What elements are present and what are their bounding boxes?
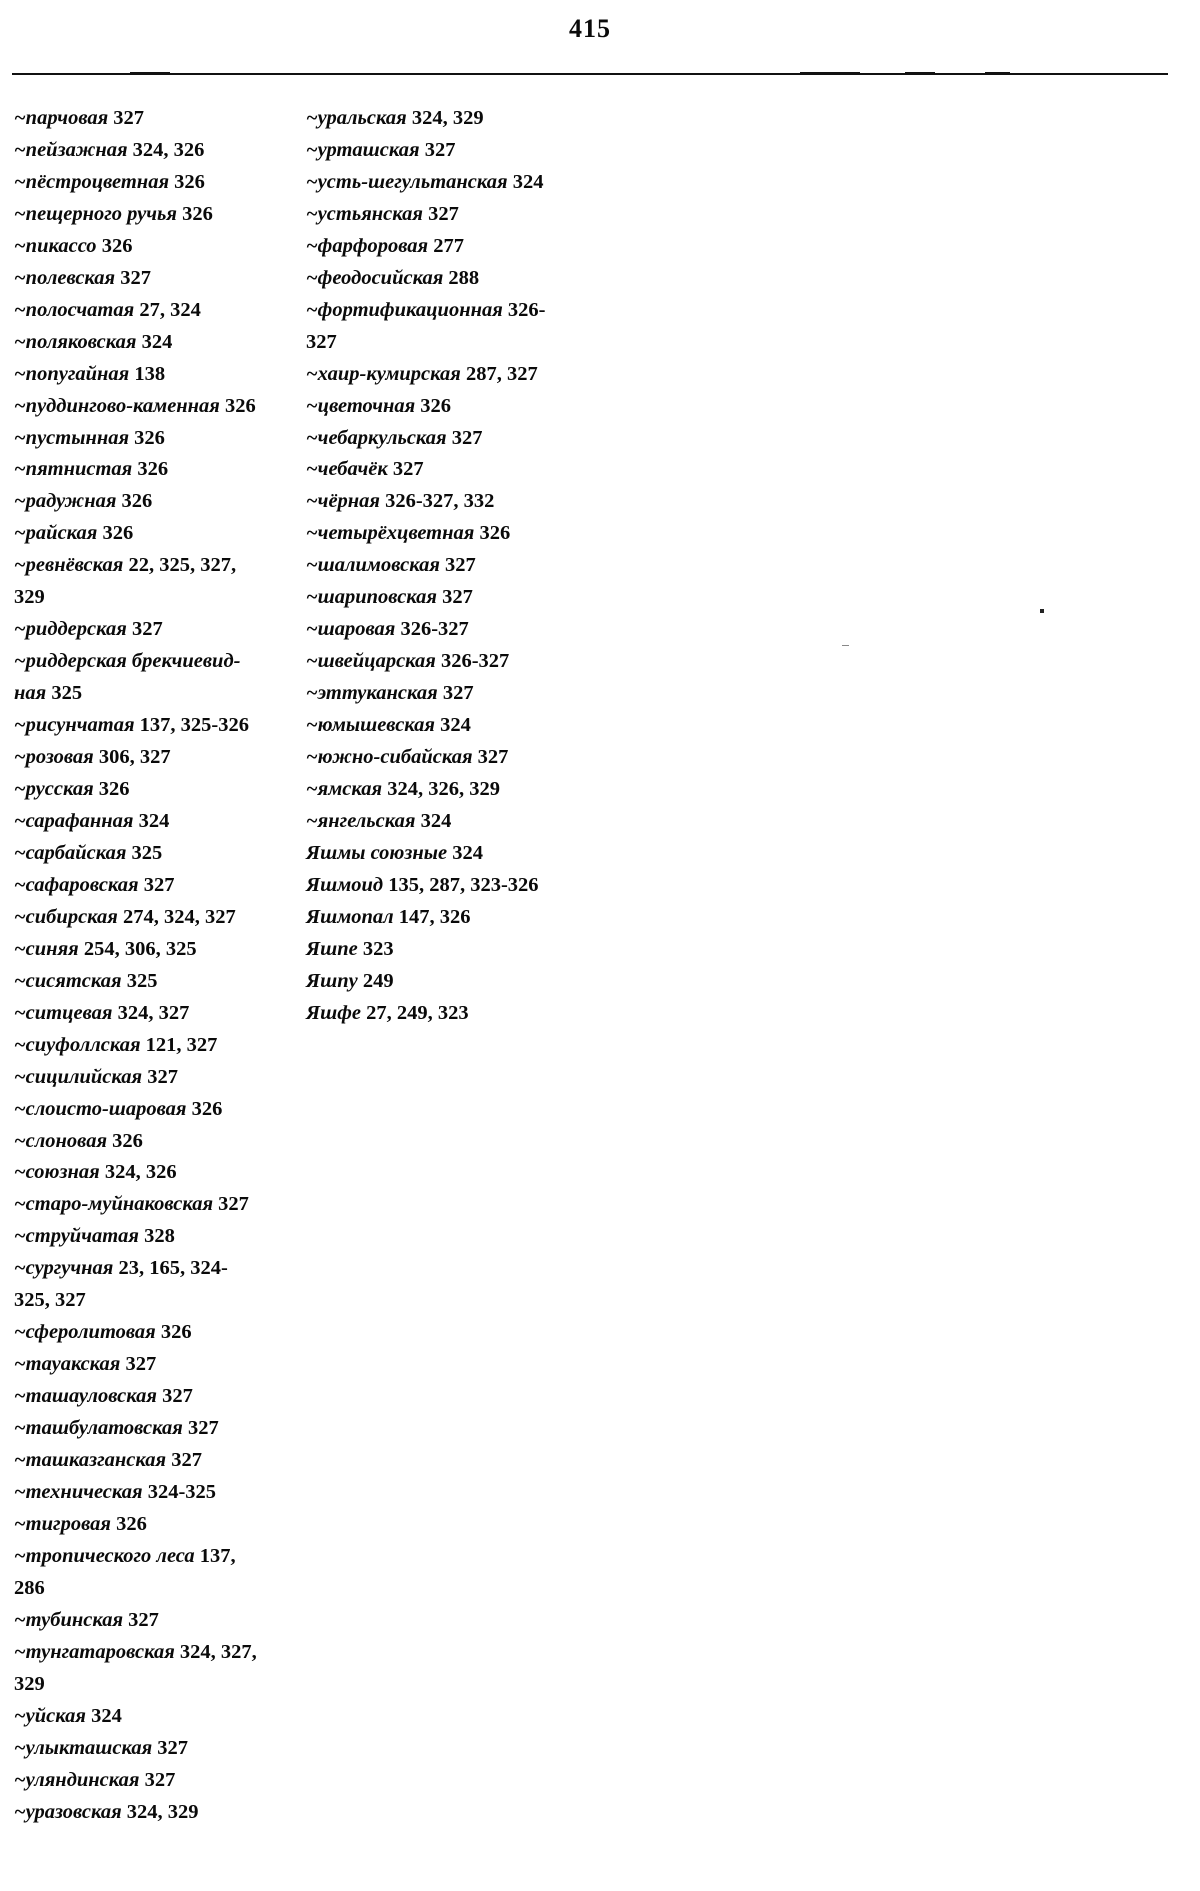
index-term: ~техническая: [14, 1480, 143, 1503]
index-term: ~сарбайская: [14, 841, 127, 864]
index-pages: 327: [392, 458, 424, 481]
index-pages: 326: [191, 1097, 223, 1120]
index-entry: [306, 518, 586, 550]
index-term: ~улыкташская: [14, 1736, 153, 1759]
index-entry: [14, 199, 284, 231]
index-term: Яшфе: [306, 1001, 361, 1024]
index-entry: [306, 327, 586, 359]
index-term: ~парчовая: [14, 107, 109, 129]
index-pages: 324, 326, 329: [387, 778, 500, 801]
index-entry: [14, 806, 284, 838]
index-pages: 326: [134, 426, 165, 449]
page-number: 415: [569, 14, 611, 43]
index-pages: 327: [451, 426, 483, 449]
index-entry: [306, 934, 586, 966]
index-pages: 326: [121, 490, 153, 513]
index-pages: 327: [120, 266, 151, 289]
index-pages: 327: [147, 1065, 178, 1088]
index-entry: [306, 391, 586, 423]
index-pages: 327: [162, 1385, 193, 1408]
index-entry: [306, 167, 586, 199]
index-entry: [14, 1189, 284, 1221]
index-entry: [14, 1509, 284, 1541]
index-pages: 324, 329: [411, 107, 484, 129]
index-term: ~чебаркульская: [306, 426, 447, 449]
index-term: ~шалимовская: [306, 554, 440, 577]
index-pages: 327: [125, 1353, 157, 1376]
index-entry: [14, 1637, 284, 1669]
rule-mark: [985, 72, 1010, 74]
index-entry: [306, 806, 586, 838]
index-entry: [14, 1317, 284, 1349]
index-term: ~четырёхцветная: [306, 522, 475, 545]
index-entry: [14, 550, 284, 582]
index-pages: 326: [479, 522, 511, 545]
index-pages: 324: [440, 714, 471, 737]
index-entry: [306, 678, 586, 710]
index-pages: 326: [420, 394, 452, 417]
index-pages: 254, 306, 325: [83, 937, 197, 960]
index-pages: 327: [424, 138, 456, 161]
index-term: ~пикассо: [14, 234, 97, 257]
index-entry: [14, 1062, 284, 1094]
index-entry: [14, 295, 284, 327]
index-term: ~шаровая: [306, 618, 396, 641]
index-term: ~юмышевская: [306, 714, 435, 737]
index-pages: 326: [116, 1512, 147, 1535]
index-pages: 327: [171, 1449, 202, 1472]
index-entry: [306, 902, 586, 934]
index-entry: [306, 582, 586, 614]
index-pages: 137,: [199, 1544, 236, 1567]
index-pages: 327: [113, 107, 145, 129]
index-term: ~полосчатая: [14, 298, 135, 321]
index-pages: 329: [14, 1672, 45, 1695]
index-entry: [14, 1541, 284, 1573]
index-term: ~уральская: [306, 107, 407, 129]
index-pages: 326: [182, 202, 213, 225]
index-term: ~риддерская брекчиевид-: [14, 650, 241, 673]
index-term: ~сферолитовая: [14, 1321, 156, 1344]
index-term: ~швейцарская: [306, 650, 436, 673]
index-term: ~пуддингово-каменная: [14, 394, 220, 417]
index-term: ~пейзажная: [14, 138, 128, 161]
index-entry: [14, 1381, 284, 1413]
index-entry: [14, 838, 284, 870]
index-entry: [14, 454, 284, 486]
index-term: Яшмопал: [306, 905, 394, 928]
index-pages: 327: [477, 746, 509, 769]
index-pages: 327: [143, 873, 175, 896]
index-pages: 287, 327: [465, 362, 538, 385]
index-entry: [14, 678, 284, 710]
scan-speck: [1040, 609, 1044, 613]
index-term: ~полевская: [14, 266, 116, 289]
index-pages: 326-327: [440, 650, 510, 673]
index-entry: [306, 135, 586, 167]
index-entry: [14, 1477, 284, 1509]
index-term: ~сарафанная: [14, 809, 134, 832]
index-column-left: [14, 103, 284, 1828]
index-term: Яшмоид: [306, 873, 384, 896]
index-pages: 326: [160, 1321, 192, 1344]
index-term: ~чёрная: [306, 490, 380, 513]
index-entry: [306, 998, 586, 1030]
index-term: ~старо-муйнаковская: [14, 1193, 214, 1216]
index-term: ~ташауловская: [14, 1385, 157, 1408]
index-pages: 326: [98, 778, 130, 801]
index-entry: [14, 103, 284, 135]
index-entry: [306, 646, 586, 678]
index-column-right: [306, 103, 586, 1030]
index-term: ~цветочная: [306, 394, 416, 417]
index-pages: 22, 325, 327,: [128, 554, 237, 577]
index-term: ~радужная: [14, 490, 117, 513]
index-term: ~пятнистая: [14, 458, 133, 481]
index-entry: [14, 231, 284, 263]
index-pages: 326: [112, 1129, 143, 1152]
index-entry: [14, 1573, 284, 1605]
index-term: ~попугайная: [14, 362, 130, 385]
index-entry: [306, 199, 586, 231]
index-entry: [14, 263, 284, 295]
index-entry: [14, 1733, 284, 1765]
index-term: ~тубинская: [14, 1608, 124, 1631]
rule-mark: [800, 72, 860, 74]
index-term: ~сицилийская: [14, 1065, 143, 1088]
index-entry: [14, 1094, 284, 1126]
index-term: ~розовая: [14, 746, 94, 769]
index-entry: [14, 486, 284, 518]
index-pages: 326: [174, 170, 205, 193]
index-pages: 327: [218, 1193, 249, 1216]
index-entry: [306, 710, 586, 742]
index-term: ~слоисто-шаровая: [14, 1097, 187, 1120]
index-pages: 324: [141, 330, 173, 353]
index-entry: [14, 135, 284, 167]
index-pages: 323: [362, 937, 394, 960]
index-pages: 324, 327: [117, 1001, 190, 1024]
index-pages: 324: [420, 809, 452, 832]
index-entry: [14, 1669, 284, 1701]
index-pages: 324, 327,: [179, 1640, 257, 1663]
index-term: ~синяя: [14, 937, 79, 960]
index-entry: [14, 1797, 284, 1829]
index-pages: 138: [134, 362, 166, 385]
index-term: ~русская: [14, 778, 94, 801]
scan-speck: [842, 645, 849, 646]
index-entry: [14, 998, 284, 1030]
index-entry: [14, 646, 284, 678]
index-pages: 326-327, 332: [385, 490, 495, 513]
index-entry: [306, 295, 586, 327]
index-pages: 23, 165, 324-: [118, 1257, 228, 1280]
index-pages: 27, 324: [139, 298, 201, 321]
index-term: ~южно-сибайская: [306, 746, 473, 769]
index-entry: [14, 1126, 284, 1158]
index-pages: 324, 326: [104, 1161, 177, 1184]
index-entry: [14, 934, 284, 966]
index-term: ~райская: [14, 522, 98, 545]
index-pages: 329: [14, 586, 45, 609]
index-term: ~сисятская: [14, 969, 122, 992]
index-entry: [14, 742, 284, 774]
index-pages: 326: [137, 458, 169, 481]
index-pages: 327: [306, 330, 337, 353]
index-entry: [14, 423, 284, 455]
index-term: Яшпу: [306, 969, 358, 992]
index-term: ~устьянская: [306, 202, 423, 225]
index-term: Яшпе: [306, 937, 358, 960]
index-entry: [14, 902, 284, 934]
index-term: ная: [14, 682, 47, 705]
index-term: ~фарфоровая: [306, 234, 429, 257]
index-term: ~сафаровская: [14, 873, 139, 896]
index-entry: [306, 423, 586, 455]
index-term: ~янгельская: [306, 809, 416, 832]
index-entry: [14, 966, 284, 998]
index-pages: 324, 326: [132, 138, 205, 161]
index-entry: [14, 1285, 284, 1317]
index-entry: [14, 774, 284, 806]
index-term: ~сургучная: [14, 1257, 114, 1280]
index-entry: [14, 167, 284, 199]
index-pages: 147, 326: [398, 905, 471, 928]
index-term: ~хаир-кумирская: [306, 362, 461, 385]
index-term: ~пещерного ручья: [14, 202, 177, 225]
index-term: ~сиуфоллская: [14, 1033, 141, 1056]
index-term: ~рисунчатая: [14, 714, 135, 737]
index-term: ~эттуканская: [306, 682, 438, 705]
index-term: ~тауакская: [14, 1353, 121, 1376]
index-entry: [14, 1605, 284, 1637]
index-entry: [306, 486, 586, 518]
index-entry: [14, 1349, 284, 1381]
index-entry: [306, 838, 586, 870]
index-term: ~ташбулатовская: [14, 1417, 183, 1440]
index-term: ~тунгатаровская: [14, 1640, 175, 1663]
index-entry: [14, 1701, 284, 1733]
index-term: ~союзная: [14, 1161, 100, 1184]
index-pages: 324-325: [147, 1480, 217, 1503]
index-term: ~пустынная: [14, 426, 130, 449]
index-pages: 326: [225, 394, 256, 417]
index-pages: 326: [102, 522, 134, 545]
index-term: Яшмы союзные: [306, 841, 448, 864]
index-term: ~феодосийская: [306, 266, 444, 289]
index-pages: 327: [128, 1608, 159, 1631]
index-pages: 135, 287, 323-326: [388, 873, 539, 896]
index-pages: 327: [157, 1736, 189, 1759]
index-pages: 325: [126, 969, 158, 992]
index-entry: [306, 231, 586, 263]
index-pages: 324: [91, 1704, 122, 1727]
index-pages: 277: [433, 234, 464, 257]
index-term: ~уйская: [14, 1704, 86, 1727]
index-pages: 288: [448, 266, 480, 289]
index-entry: [14, 1030, 284, 1062]
index-entry: [14, 614, 284, 646]
rule-mark: [905, 72, 935, 74]
index-pages: 326-327: [400, 618, 469, 641]
rule-mark: [130, 72, 170, 74]
index-entry: [14, 1445, 284, 1477]
index-pages: 306, 327: [98, 746, 171, 769]
index-term: ~сибирская: [14, 905, 118, 928]
index-pages: 324: [138, 809, 170, 832]
index-term: ~фортификационная: [306, 298, 503, 321]
index-entry: [306, 359, 586, 391]
index-entry: [306, 966, 586, 998]
index-pages: 27, 249, 323: [366, 1001, 469, 1024]
index-entry: [306, 550, 586, 582]
index-entry: [14, 1221, 284, 1253]
index-entry: [14, 870, 284, 902]
index-term: ~риддерская: [14, 618, 127, 641]
index-entry: [14, 1157, 284, 1189]
index-pages: 327: [187, 1417, 219, 1440]
index-entry: [306, 454, 586, 486]
index-pages: 274, 324, 327: [122, 905, 236, 928]
index-entry: [14, 327, 284, 359]
index-entry: [14, 359, 284, 391]
index-term: ~тропического леса: [14, 1544, 195, 1567]
index-entry: [306, 870, 586, 902]
index-pages: 327: [131, 618, 163, 641]
index-term: ~шариповская: [306, 586, 437, 609]
index-pages: 324: [452, 841, 483, 864]
index-term: ~уразовская: [14, 1800, 122, 1823]
index-pages: 249: [362, 969, 394, 992]
index-pages: 286: [14, 1576, 45, 1599]
index-entry: [14, 1765, 284, 1797]
index-entry: [14, 1413, 284, 1445]
index-entry: [306, 774, 586, 806]
index-pages: 327: [442, 586, 473, 609]
index-pages: 327: [445, 554, 476, 577]
index-term: ~ямская: [306, 778, 383, 801]
index-entry: [306, 103, 586, 135]
index-term: ~ташказганская: [14, 1449, 167, 1472]
index-term: ~ситцевая: [14, 1001, 113, 1024]
index-term: ~поляковская: [14, 330, 137, 353]
index-pages: 327: [442, 682, 474, 705]
index-pages: 326-: [507, 298, 546, 321]
index-pages: 121, 327: [145, 1033, 218, 1056]
index-term: ~тигровая: [14, 1512, 111, 1535]
index-term: ~струйчатая: [14, 1225, 139, 1248]
index-entry: [306, 614, 586, 646]
index-pages: 325, 327: [14, 1289, 86, 1312]
index-term: ~уляндинская: [14, 1768, 140, 1791]
index-term: ~урташская: [306, 138, 420, 161]
index-term: ~пёстроцветная: [14, 170, 170, 193]
index-entry: [306, 742, 586, 774]
index-pages: 328: [144, 1225, 175, 1248]
index-entry: [14, 518, 284, 550]
index-term: ~слоновая: [14, 1129, 108, 1152]
index-pages: 325: [131, 841, 163, 864]
index-entry: [306, 263, 586, 295]
index-pages: 327: [428, 202, 459, 225]
index-entry: [14, 1253, 284, 1285]
index-term: ~ревнёвская: [14, 554, 124, 577]
index-pages: 325: [51, 682, 83, 705]
index-pages: 327: [144, 1768, 176, 1791]
index-pages: 137, 325-326: [139, 714, 249, 737]
index-pages: 324, 329: [126, 1800, 199, 1823]
index-entry: [14, 391, 284, 423]
index-term: ~усть-шегультанская: [306, 170, 508, 193]
index-entry: [14, 710, 284, 742]
index-pages: 324: [512, 170, 544, 193]
index-term: ~чебачёк: [306, 458, 388, 481]
index-pages: 326: [101, 234, 133, 257]
index-entry: [14, 582, 284, 614]
